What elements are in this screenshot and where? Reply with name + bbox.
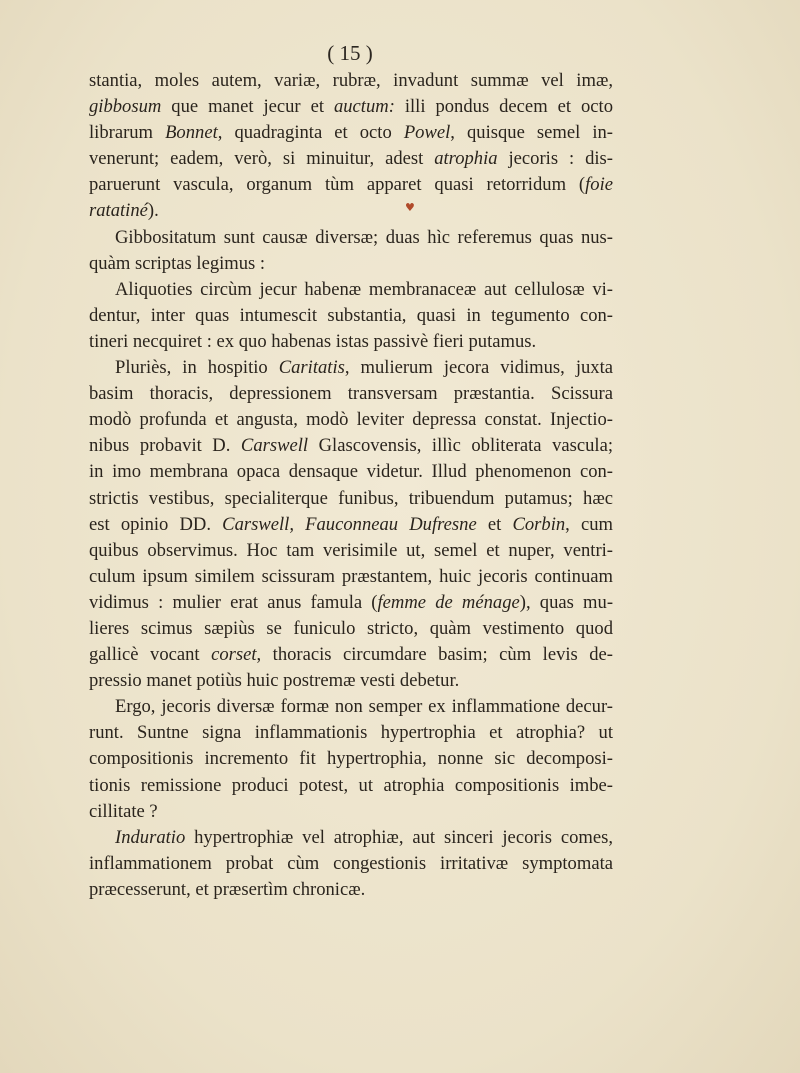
ink-mark-icon: ♥ (405, 201, 415, 214)
text-run: lieres scimus sæpiùs se funiculo stricto, quàm vestimento quod (89, 617, 613, 639)
text-line (89, 877, 613, 903)
text-run: paruerunt vascula, organum tùm apparet quasi retorridum ( (89, 174, 586, 196)
italic-term: Caritatis (278, 357, 345, 379)
italic-term: femme de ménage (377, 591, 520, 613)
body-text (89, 68, 613, 903)
text-run: jecoris : dis- (497, 148, 613, 170)
text-run: vidimus : mulier erat anus famula ( (89, 591, 378, 613)
text-run: librarum (89, 122, 166, 144)
text-run: ). (147, 200, 159, 222)
text-line (89, 720, 613, 746)
text-line (89, 251, 613, 277)
text-line (89, 642, 613, 668)
italic-term: gibbosum (89, 96, 162, 118)
italic-name: Carswell (240, 435, 309, 457)
text-line (89, 799, 613, 825)
text-run: cillitate ? (89, 800, 158, 822)
text-run: ), quas mu- (519, 591, 614, 613)
text-line (89, 146, 613, 172)
text-run: illi pondus decem et octo (394, 96, 613, 118)
text-line (89, 225, 613, 251)
italic-term: auctum: (333, 96, 395, 118)
text-run: et (476, 513, 513, 535)
text-line (89, 773, 613, 799)
text-run: tionis remissione produci potest, ut atrophia compositionis imbe- (89, 774, 613, 796)
italic-term: corset (211, 644, 257, 666)
italic-name: Corbin (512, 513, 566, 535)
text-run: tineri necquiret : ex quo habenas istas passivè fieri putamus. (89, 330, 537, 352)
page-number: ( 15 ) (327, 41, 373, 65)
text-run: Ergo, jecoris diversæ formæ non semper ex inflammatione decur- (115, 696, 613, 718)
text-run: compositionis incremento fit hypertrophia, nonne sic decomposi- (89, 748, 613, 770)
italic-term: ratatiné (89, 200, 148, 222)
italic-name: Bonnet (165, 122, 218, 144)
italic-term: atrophia (434, 148, 498, 170)
text-line (89, 433, 613, 459)
text-run: stantia, moles autem, variæ, rubræ, invadunt summæ vel imæ, (89, 70, 613, 91)
text-run: basim thoracis, depressionem transversam præstantia. Scissura (89, 383, 613, 405)
text-run: , quisque semel in- (450, 122, 613, 144)
text-run: , mulierum jecora vidimus, juxta (344, 357, 613, 379)
text-run: que manet jecur et (161, 96, 334, 118)
text-line (89, 590, 613, 616)
text-line (89, 68, 613, 94)
text-line (89, 538, 613, 564)
italic-name: Powel (403, 122, 451, 144)
text-line (89, 616, 613, 642)
text-line (89, 329, 613, 355)
text-run: runt. Suntne signa inflammationis hypertrophia et atrophia? ut (89, 722, 613, 744)
text-line (89, 172, 613, 198)
text-run: , cum (565, 513, 613, 535)
text-run: quàm scriptas legimus : (89, 252, 266, 274)
text-run: Aliquoties circùm jecur habenæ membranaceæ aut cellulosæ vi- (115, 278, 613, 300)
text-run: dentur, inter quas intumescit substantia, quasi in tegumento con- (89, 304, 613, 326)
italic-term: Induratio (115, 826, 186, 848)
text-run: est opinio DD. (89, 513, 223, 535)
text-line (89, 825, 613, 851)
text-run: culum ipsum similem scissuram præstantem, huic jecoris continuam (89, 565, 613, 587)
text-run: præcesserunt, et præsertìm chronicæ. (89, 878, 366, 900)
text-run: modò profunda et angusta, modò leviter depressa constat. Injectio- (89, 409, 613, 431)
text-line (89, 459, 613, 485)
text-line (89, 277, 613, 303)
text-run: nibus probavit D. (89, 435, 241, 457)
text-line (89, 355, 613, 381)
text-line (89, 564, 613, 590)
text-run: hypertrophiæ vel atrophiæ, aut sinceri jecoris comes, (185, 826, 613, 848)
text-line (89, 198, 613, 224)
text-line (89, 94, 613, 120)
text-line (89, 120, 613, 146)
text-run: Glascovensis, illìc obliterata vascula; (308, 435, 614, 457)
text-run: in imo membrana opaca densaque videtur. Illud phenomenon con- (89, 461, 613, 483)
text-line (89, 407, 613, 433)
text-line (89, 694, 613, 720)
italic-name: Carswell, Fauconneau Dufresne (222, 513, 477, 535)
text-run: quibus observimus. Hoc tam verisimile ut, semel et nuper, ventri- (89, 539, 613, 561)
text-run: Pluriès, in hospitio (115, 357, 279, 379)
text-run: gallicè vocant (89, 644, 212, 666)
text-run: inflammationem probat cùm congestionis irritativæ symptomata (89, 852, 613, 874)
text-line (89, 512, 613, 538)
text-line (89, 381, 613, 407)
text-run: pressio manet potiùs huic postremæ vesti debetur. (89, 670, 460, 692)
text-line (89, 851, 613, 877)
italic-term: foie (585, 174, 613, 196)
text-line (89, 486, 613, 512)
text-line (89, 668, 613, 694)
text-run: , quadraginta et octo (217, 122, 404, 144)
text-run: strictis vestibus, specialiterque funibus, tribuendum putamus; hæc (89, 487, 613, 509)
text-run: , thoracis circumdare basim; cùm levis de- (256, 644, 613, 666)
text-line (89, 746, 613, 772)
text-run: Gibbositatum sunt causæ diversæ; duas hìc referemus quas nus- (115, 226, 613, 248)
text-run: venerunt; eadem, verò, si minuitur, adest (89, 148, 435, 170)
text-line (89, 303, 613, 329)
